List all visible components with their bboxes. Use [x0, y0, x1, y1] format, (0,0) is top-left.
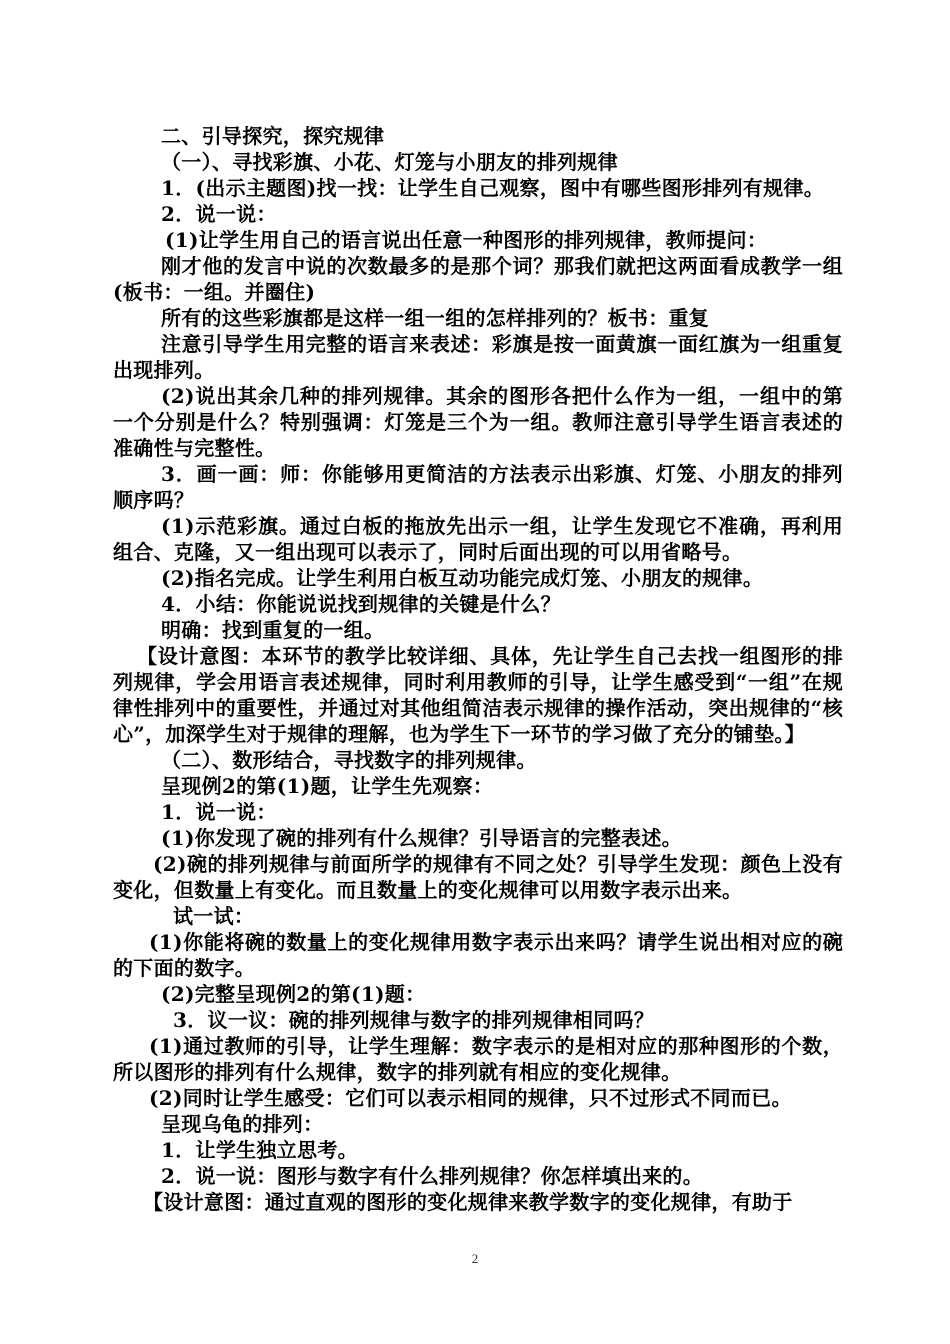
- paragraph: (1)你发现了碗的排列有什么规律？引导语言的完整表述。: [161, 826, 682, 850]
- design-intent-note: 【设计意图：本环节的教学比较详细、具体，先让学生自己去找一组图形的排列规律，学会用语言表述规律，同时利用教师的引导，让学生感受到“一组”在规律性排列中的重要性，并通过对其他组简洁表示规律的操作活动，突出规律的“核心”，加深学生对于规律的理解，也为学生下一环节的学习做了充分的铺垫。】: [113, 644, 843, 746]
- paragraph: (1)让学生用自己的语言说出任意一种图形的排列规律，教师提问：: [165, 228, 768, 252]
- document-body: [113, 123, 843, 1215]
- paragraph: 2．说一说：图形与数字有什么排列规律？你怎样填出来的。: [161, 1164, 704, 1188]
- paragraph: (2)同时让学生感受：它们可以表示相同的规律，只不过形式不同而已。: [149, 1086, 792, 1110]
- paragraph: 1．说一说：: [161, 800, 277, 824]
- paragraph: 呈现乌龟的排列：: [161, 1112, 324, 1136]
- subsection-heading: （二）、数形结合，寻找数字的排列规律。: [161, 748, 537, 772]
- paragraph: 4．小结：你能说说找到规律的关键是什么？: [161, 592, 561, 616]
- paragraph: 注意引导学生用完整的语言来表述：彩旗是按一面黄旗一面红旗为一组重复出现排列。: [113, 332, 843, 382]
- paragraph: 试一试：: [173, 904, 255, 928]
- section-heading: 二、引导探究，探究规律: [161, 124, 385, 148]
- paragraph: 3．画一画：师：你能够用更简洁的方法表示出彩旗、灯笼、小朋友的排列顺序吗？: [113, 462, 843, 512]
- paragraph: (1)你能将碗的数量上的变化规律用数字表示出来吗？请学生说出相对应的碗的下面的数字。: [113, 930, 843, 980]
- paragraph: (2)指名完成。让学生利用白板互动功能完成灯笼、小朋友的规律。: [161, 566, 764, 590]
- paragraph: (2)说出其余几种的排列规律。其余的图形各把什么作为一组，一组中的第一个分别是什么？特别强调：灯笼是三个为一组。教师注意引导学生语言表述的准确性与完整性。: [113, 384, 843, 460]
- paragraph: (2)碗的排列规律与前面所学的规律有不同之处？引导学生发现：颜色上没有变化，但数量上有变化。而且数量上的变化规律可以用数字表示出来。: [113, 852, 843, 902]
- paragraph: 3．议一议：碗的排列规律与数字的排列规律相同吗？: [173, 1008, 655, 1032]
- paragraph: 1．(出示主题图)找一找：让学生自己观察，图中有哪些图形排列有规律。: [161, 176, 825, 200]
- paragraph: (1)通过教师的引导，让学生理解：数字表示的是相对应的那种图形的个数，所以图形的排列有什么规律，数字的排列就有相应的变化规律。: [113, 1034, 843, 1084]
- paragraph: (1)示范彩旗。通过白板的拖放先出示一组，让学生发现它不准确，再利用组合、克隆，又一组出现可以表示了，同时后面出现的可以用省略号。: [113, 514, 843, 564]
- paragraph: 明确：找到重复的一组。: [161, 618, 385, 642]
- paragraph: 2．说一说：: [161, 202, 277, 226]
- paragraph: 刚才他的发言中说的次数最多的是那个词？那我们就把这两面看成教学一组(板书：一组。并圈住): [113, 254, 843, 304]
- design-intent-note: 【设计意图：通过直观的图形的变化规律来教学数字的变化规律，有助于: [143, 1190, 793, 1214]
- paragraph: (2)完整呈现例2的第(1)题：: [161, 982, 426, 1006]
- paragraph: 呈现例2的第(1)题，让学生先观察：: [161, 774, 494, 798]
- paragraph: 1．让学生独立思考。: [161, 1138, 358, 1162]
- paragraph: 所有的这些彩旗都是这样一组一组的怎样排列的？板书：重复: [161, 306, 710, 330]
- subsection-heading: （一）、寻找彩旗、小花、灯笼与小朋友的排列规律: [161, 150, 618, 174]
- page-number: 2: [471, 1251, 479, 1266]
